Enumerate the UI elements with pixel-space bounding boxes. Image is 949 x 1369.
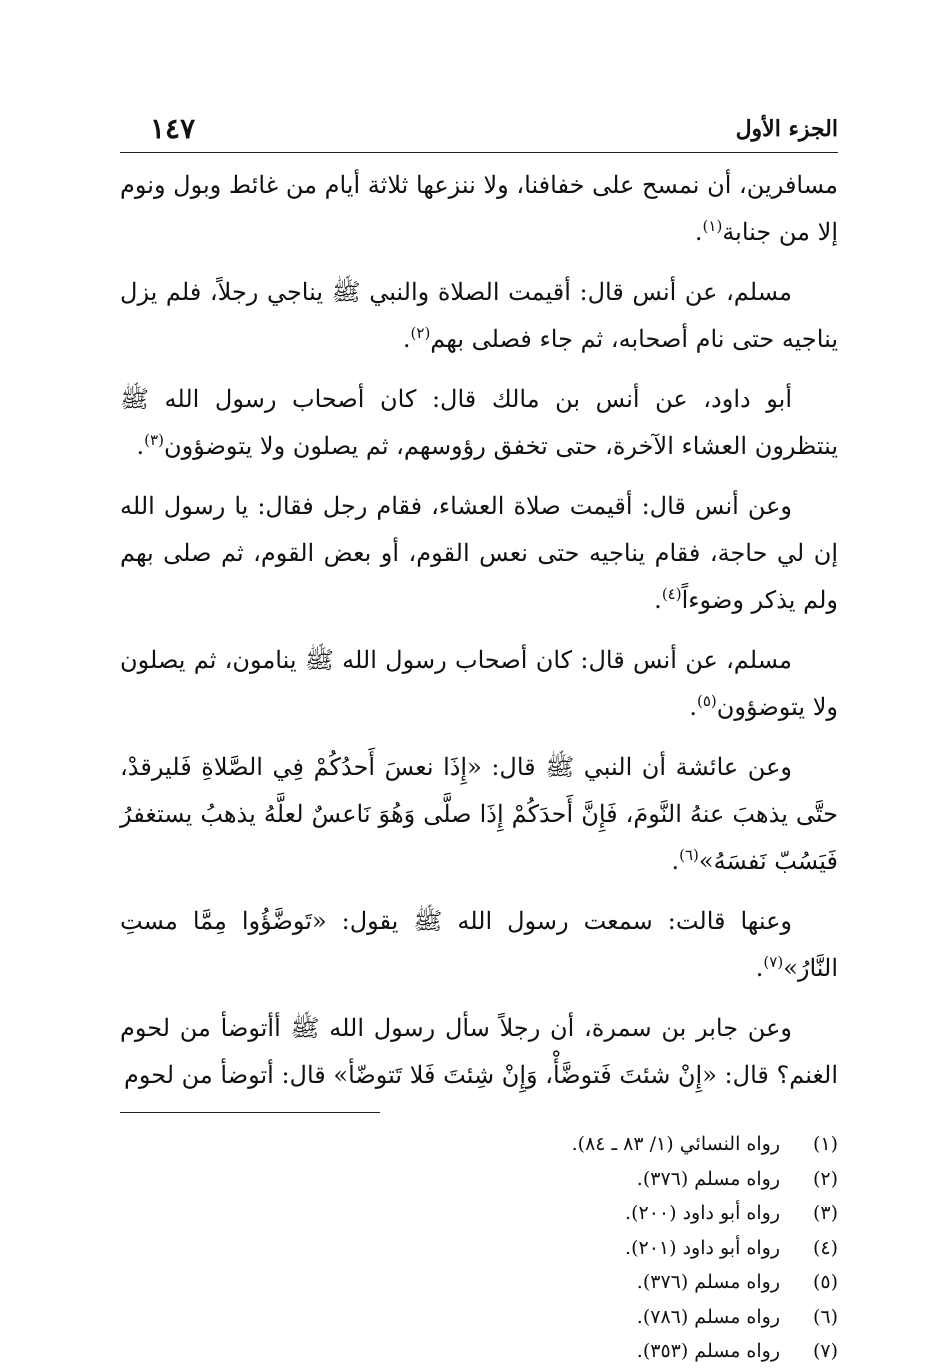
footnote-item xyxy=(120,1300,838,1335)
footnote-marker: (٥) xyxy=(697,692,717,710)
footnote-item xyxy=(120,1231,838,1266)
footnote-text: رواه مسلم (٣٧٦). xyxy=(636,1167,780,1190)
footnote-marker: (١) xyxy=(702,217,723,235)
footnote-text: رواه أبو داود (٢٠٠). xyxy=(625,1202,780,1224)
paragraph-8 xyxy=(120,1005,838,1099)
footnote-number: (٥) xyxy=(812,1271,838,1293)
footnote-marker: (٣) xyxy=(144,431,164,449)
paragraph-text: مسلم، عن أنس قال: كان أصحاب رسول الله ﷺ ينامون، ثم يصلون ولا يتوضؤون xyxy=(120,646,838,721)
footnotes-list xyxy=(120,1127,838,1369)
book-page xyxy=(120,112,838,1369)
paragraph-end: . xyxy=(402,325,411,353)
paragraph-end: . xyxy=(671,847,680,875)
footnote-text: رواه مسلم (٣٥٣). xyxy=(636,1340,780,1362)
footnote-text: رواه أبو داود (٢٠١). xyxy=(625,1236,780,1259)
paragraph-text: وعن عائشة أن النبي ﷺ قال: «إِذَا نعسَ أَحدُكُمْ فِي الصَّلاةِ فَليرقدْ، حتَّى يذهبَ عنهُ النَّومَ، فَإِنَّ أَحدَكُمْ إِذَا صلَّى وَهُوَ نَاعسٌ لعلَّهُ يذهبُ يستغفرُ فَيَسُبّ نَفسَهُ» xyxy=(120,753,838,875)
footnote-number: (٤) xyxy=(812,1236,838,1259)
footnote-marker: (٤) xyxy=(661,585,682,603)
running-title: الجزء الأول xyxy=(735,116,838,142)
footnote-number: (٢) xyxy=(812,1167,838,1190)
paragraph-text: وعن أنس قال: أقيمت صلاة العشاء، فقام رجل فقال: يا رسول الله إن لي حاجة، فقام يناجيه حتى نعس القوم، أو بعض القوم، ثم صلى بهم ولم يذكر وضوءاً xyxy=(120,492,838,614)
paragraph-end: . xyxy=(136,432,145,460)
footnote-item xyxy=(120,1196,838,1231)
paragraph-end: . xyxy=(755,954,764,982)
footnote-text: رواه مسلم (٧٨٦). xyxy=(636,1305,780,1328)
footnote-marker: (٧) xyxy=(763,953,784,971)
paragraph-end: . xyxy=(689,693,697,721)
paragraph-3 xyxy=(120,376,838,470)
footnote-item xyxy=(120,1127,838,1162)
footnote-marker: (٢) xyxy=(410,324,431,342)
paragraph-4 xyxy=(120,483,838,624)
page-number: ١٤٧ xyxy=(150,112,196,145)
page-header xyxy=(120,112,838,152)
paragraph-text: أبو داود، عن أنس بن مالك قال: كان أصحاب رسول الله ﷺ ينتظرون العشاء الآخرة، حتى تخفق رؤوسهم، ثم يصلون ولا يتوضؤون xyxy=(120,385,838,460)
paragraph-1 xyxy=(120,162,838,256)
paragraph-text: وعنها قالت: سمعت رسول الله ﷺ يقول: «تَوضَّؤُوا مِمَّا مستِ النَّارُ» xyxy=(120,907,838,982)
footnote-rule xyxy=(120,1112,380,1113)
paragraph-6 xyxy=(120,744,838,885)
body-text xyxy=(120,162,838,1099)
footnote-text: رواه النسائي (١/ ٨٣ ـ ٨٤). xyxy=(571,1133,780,1155)
footnote-item xyxy=(120,1162,838,1197)
paragraph-7 xyxy=(120,898,838,992)
paragraph-2 xyxy=(120,269,838,363)
footnote-item xyxy=(120,1265,838,1300)
footnote-number: (١) xyxy=(812,1133,838,1155)
paragraph-end: . xyxy=(654,586,662,614)
paragraph-text: مسلم، عن أنس قال: أقيمت الصلاة والنبي ﷺ يناجي رجلاً، فلم يزل يناجيه حتى نام أصحابه، ثم جاء فصلى بهم xyxy=(120,278,838,353)
footnote-item xyxy=(120,1334,838,1369)
paragraph-end: . xyxy=(694,218,703,246)
footnote-number: (٣) xyxy=(812,1202,838,1224)
header-rule xyxy=(120,152,838,153)
paragraph-5 xyxy=(120,637,838,731)
footnote-number: (٦) xyxy=(812,1305,838,1328)
paragraph-text: وعن جابر بن سمرة، أن رجلاً سأل رسول الله ﷺ أأتوضأ من لحوم الغنم؟ قال: «إِنْ شئتَ فَتوضَّأْ، وَإِنْ شِئتَ فَلا تَتوضّأ» قال: أتوضأ من لحوم xyxy=(120,1014,838,1089)
footnote-marker: (٦) xyxy=(679,846,699,864)
paragraph-text: مسافرين، أن نمسح على خفافنا، ولا ننزعها ثلاثة أيام من غائط وبول ونوم إلا من جنابة xyxy=(120,171,838,246)
footnote-number: (٧) xyxy=(812,1340,838,1362)
footnote-text: رواه مسلم (٣٧٦). xyxy=(636,1271,780,1293)
